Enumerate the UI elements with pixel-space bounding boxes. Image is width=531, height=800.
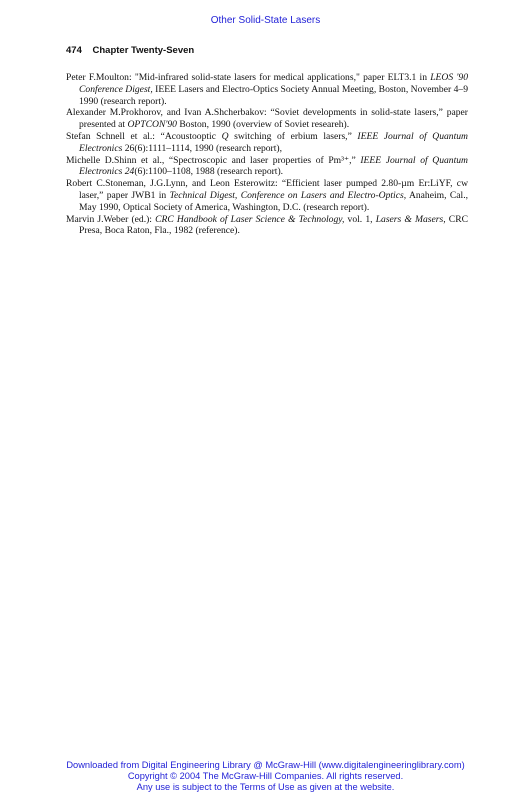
ref-text: Alexander M.Prokhorov, and Ivan A.Shcherbakov: “Soviet developments in solid-state lasers,” paper presented at (66, 107, 468, 131)
ref-text: CRC Presa, Boca Raton, Fla., 1982 (reference). (79, 213, 469, 237)
ref-title: OPTCON'90 (127, 119, 177, 131)
ref-title: Technical Digest, Conference on Lasers and Electro-Optics, (169, 189, 407, 201)
ref-title: Q (221, 130, 229, 142)
ref-text: vol. 1, (344, 213, 376, 225)
footer-terms-link[interactable]: Any use is subject to the Terms of Use as given at the website. (136, 782, 395, 792)
ref-text: Peter F.Moulton: "Mid-infrared solid-state lasers for medical applications," paper ELT3.1 in (66, 72, 431, 83)
ref-title: CRC Handbook of Laser Science & Technology, (155, 213, 345, 225)
ref-text: (6):1100–1108, 1988 (research report). (134, 166, 284, 178)
reference-item (66, 107, 468, 131)
page-number: 474 (66, 45, 82, 56)
ref-text: IEEE Lasers and Electro-Optics Society Annual Meeting, Boston, November 4–9 1990 (research report). (79, 83, 468, 107)
footer-copyright: Copyright © 2004 The McGraw-Hill Companies. All rights reserved. (127, 771, 404, 781)
running-head: Other Solid-State Lasers (210, 15, 321, 26)
ref-text: 26(6):1111–1114, 1990 (research report), (122, 142, 283, 154)
ref-title: Lasers & Masers, (375, 213, 446, 225)
ref-title: IEEE Journal of Quantum Electronics 24 (79, 154, 468, 178)
ref-text: Anaheim, Cal., May 1990, Optical Society of America, Washington, D.C. (research report). (79, 189, 468, 213)
reference-item (66, 214, 468, 238)
ref-text: Michelle D.Shinn et al., “Spectroscopic and laser properties of Pm³⁺,” (66, 154, 361, 166)
ref-title: LEOS '90 Conference Digest, (79, 72, 469, 95)
ref-title: IEEE Journal of Quantum Electronics (79, 130, 468, 154)
reference-item (66, 155, 468, 179)
ref-text: Marvin J.Weber (ed.): (66, 213, 156, 225)
reference-item (66, 131, 468, 155)
ref-text: Boston, 1990 (overview of Soviet researeh). (176, 119, 350, 131)
page-header (66, 45, 194, 56)
reference-item (66, 72, 468, 107)
ref-text: Robert C.Stoneman, J.G.Lynn, and Leon Esterowitz: “Efficient laser pumped 2.80-µm Er:LiYF, cw laser,” paper JWB1 in (66, 178, 468, 201)
ref-text: Stefan Schnell et al.: “Acoustooptic (66, 130, 222, 142)
reference-list (66, 72, 468, 237)
footer (0, 760, 531, 793)
chapter-title: Chapter Twenty-Seven (92, 45, 195, 56)
reference-item (66, 178, 468, 213)
ref-text: switching of erbium lasers,” (228, 130, 358, 142)
footer-download-link[interactable]: Downloaded from Digital Engineering Library @ McGraw-Hill (www.digitalengineeringlibrary.com) (66, 760, 465, 770)
